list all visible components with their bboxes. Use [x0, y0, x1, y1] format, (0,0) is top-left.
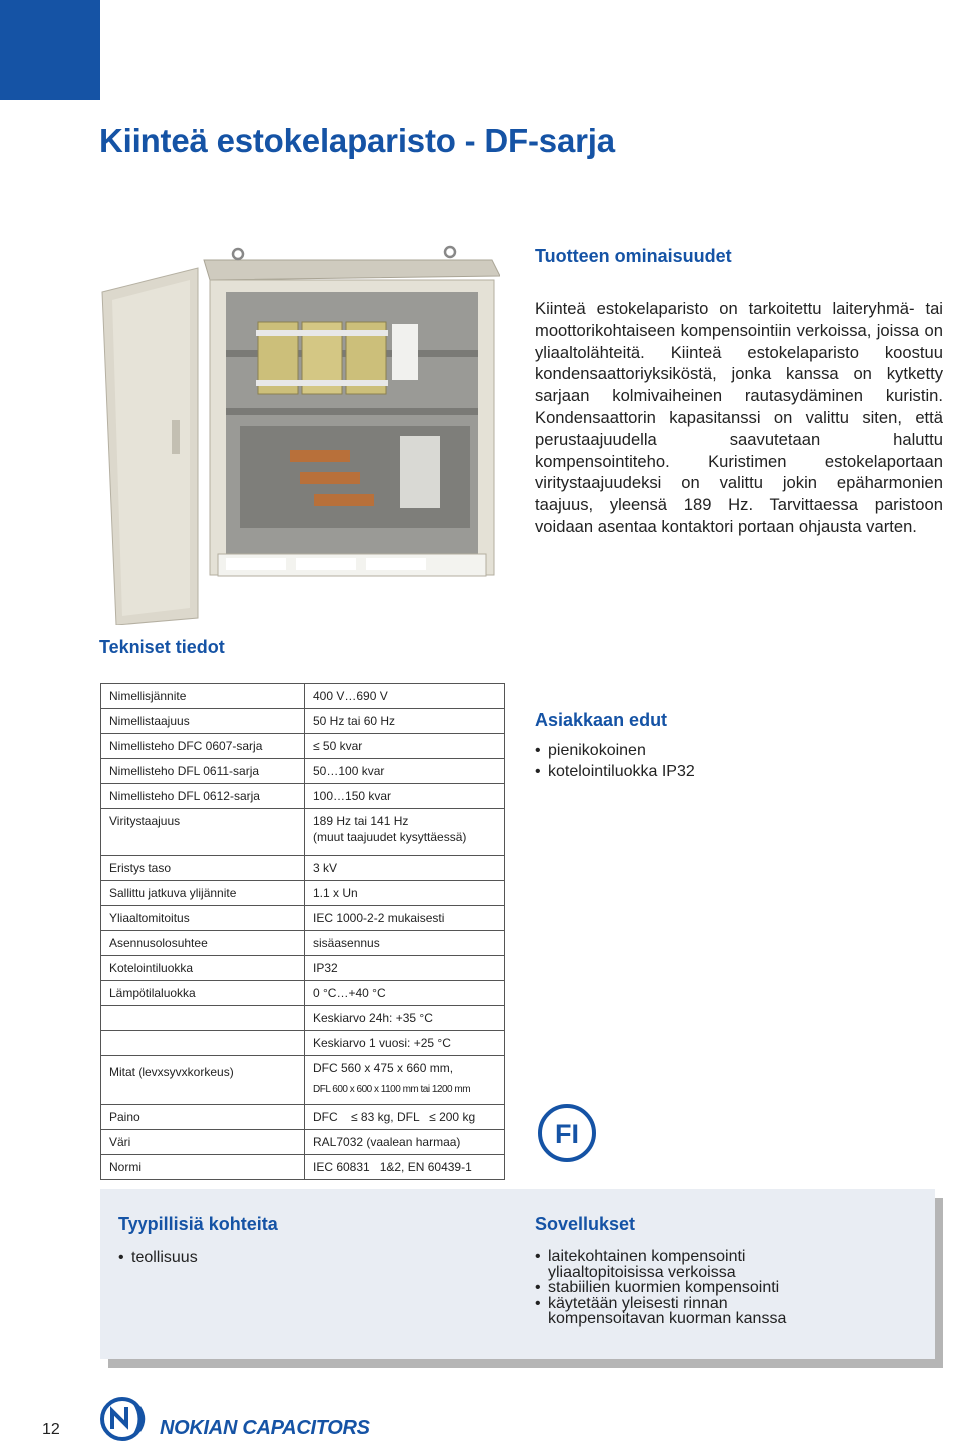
bullet-icon: • [535, 1279, 541, 1297]
spec-value [305, 1056, 505, 1105]
table-row [101, 856, 505, 881]
spec-value: RAL7032 (vaalean harmaa) [305, 1130, 505, 1155]
table-row [101, 759, 505, 784]
spec-key: Paino [101, 1105, 305, 1130]
features-text: Kiinteä estokelaparisto on tarkoitettu laiteryhmä- tai moottorikohtaiseen kompensointiin verkoissa, joissa on yliaaltolähteitä. Kiinteä estokelaparisto koostuu kondensaattoriyksiköstä, jonka kanssa on kytketty sarjaan kolmivaiheinen rautasydäminen kuristin. Kondensaattorin kapasitanssi on valittu siten, että perustaajuudella saavutetaan haluttu kompensointiteho. Kuristimen estokelaportaan viritystaajuudeksi on valittu jokin epäharmonien taajuus, yleensä 189 Hz. Tarvittaessa paristoon voidaan asentaa kontaktori portaan ohjausta varten. [535, 299, 943, 536]
applications-list [535, 1249, 786, 1327]
spec-table [100, 683, 505, 1180]
list-item [535, 1249, 786, 1280]
spec-key [101, 1031, 305, 1056]
features-heading: Tuotteen ominaisuudet [535, 246, 732, 266]
table-row [101, 1155, 505, 1180]
spec-value: ≤ 50 kvar [305, 734, 505, 759]
spec-value: 0 °C…+40 °C [305, 981, 505, 1006]
bullet-icon: • [535, 1248, 541, 1265]
spec-value: IEC 60831 1&2, EN 60439-1 [305, 1155, 505, 1180]
brand-name: NOKIAN CAPACITORS [160, 1417, 370, 1439]
table-row [101, 956, 505, 981]
spec-value: DFC ≤ 83 kg, DFL ≤ 200 kg [305, 1105, 505, 1130]
spec-value: IP32 [305, 956, 505, 981]
spec-key: Lämpötilaluokka [101, 981, 305, 1006]
spec-key: Normi [101, 1155, 305, 1180]
list-item-label: pienikokoinen [548, 742, 646, 759]
list-item-label: stabiilien kuormien kompensointi [548, 1279, 780, 1297]
spec-key: Nimellistaajuus [101, 709, 305, 734]
typical-heading: Tyypillisiä kohteita [118, 1214, 278, 1234]
spec-key [101, 1006, 305, 1031]
spec-key: Nimellisteho DFL 0612-sarja [101, 784, 305, 809]
list-item [118, 1248, 198, 1267]
table-row [101, 1056, 505, 1105]
spec-value: 400 V…690 V [305, 684, 505, 709]
table-row [101, 881, 505, 906]
list-item-label: kotelointiluokka IP32 [548, 763, 695, 780]
benefits-list [535, 740, 695, 782]
table-row [101, 734, 505, 759]
spec-value: IEC 1000-2-2 mukaisesti [305, 906, 505, 931]
list-item-label: teollisuus [131, 1249, 198, 1266]
spec-key: Asennusolosuhtee [101, 931, 305, 956]
spec-value-line: DFC 560 x 475 x 660 mm, [313, 1061, 454, 1075]
page-title: Kiinteä estokelaparisto - DF-sarja [99, 122, 615, 159]
list-item [535, 1296, 786, 1327]
spec-value: 50…100 kvar [305, 759, 505, 784]
corner-block [0, 0, 100, 100]
spec-value: Keskiarvo 1 vuosi: +25 °C [305, 1031, 505, 1056]
table-row [101, 784, 505, 809]
spec-value-line: 189 Hz tai 141 Hz [313, 814, 409, 828]
spec-value-line: DFL 600 x 600 x 1100 mm tai 1200 mm [313, 1084, 471, 1095]
table-row [101, 709, 505, 734]
typical-list [118, 1248, 198, 1267]
spec-key: Sallittu jatkuva ylijännite [101, 881, 305, 906]
spec-value [305, 809, 505, 856]
table-row [101, 931, 505, 956]
list-item [535, 740, 695, 761]
applications-heading: Sovellukset [535, 1214, 636, 1234]
spec-key: Viritystaajuus [101, 809, 305, 856]
list-item [535, 1280, 786, 1296]
table-row [101, 684, 505, 709]
page-number: 12 [42, 1421, 60, 1438]
table-row [101, 906, 505, 931]
bullet-icon: • [535, 1294, 541, 1312]
spec-value: sisäasennus [305, 931, 505, 956]
spec-value: Keskiarvo 24h: +35 °C [305, 1006, 505, 1031]
bullet-icon: • [535, 742, 541, 759]
spec-key: Väri [101, 1130, 305, 1155]
spec-key: Nimellisjännite [101, 684, 305, 709]
table-row [101, 1006, 505, 1031]
spec-key: Kotelointiluokka [101, 956, 305, 981]
fi-badge-text: FI [555, 1119, 579, 1149]
spec-value: 100…150 kvar [305, 784, 505, 809]
list-item-label: laitekohtainen kompensointi yliaaltopitoisissa verkoissa [548, 1248, 746, 1281]
table-row [101, 1031, 505, 1056]
spec-value: 50 Hz tai 60 Hz [305, 709, 505, 734]
product-photo [100, 240, 500, 625]
spec-key: Eristys taso [101, 856, 305, 881]
table-row [101, 981, 505, 1006]
table-row [101, 1130, 505, 1155]
bullet-icon: • [118, 1249, 124, 1266]
spec-key: Mitat (levxsyvxkorkeus) [101, 1056, 305, 1105]
table-row [101, 1105, 505, 1130]
benefits-heading: Asiakkaan edut [535, 710, 668, 730]
spec-value: 3 kV [305, 856, 505, 881]
list-item-label: käytetään yleisesti rinnan kompensoitavan kuorman kanssa [548, 1294, 787, 1328]
spec-key: Yliaaltomitoitus [101, 906, 305, 931]
fi-badge [537, 1103, 597, 1163]
spec-value: 1.1 x Un [305, 881, 505, 906]
tech-heading: Tekniset tiedot [99, 637, 225, 657]
spec-key: Nimellisteho DFL 0611-sarja [101, 759, 305, 784]
spec-key: Nimellisteho DFC 0607-sarja [101, 734, 305, 759]
table-row [101, 809, 505, 856]
list-item [535, 761, 695, 782]
spec-value-line: (muut taajuudet kysyttäessä) [313, 830, 467, 844]
bullet-icon: • [535, 763, 541, 780]
